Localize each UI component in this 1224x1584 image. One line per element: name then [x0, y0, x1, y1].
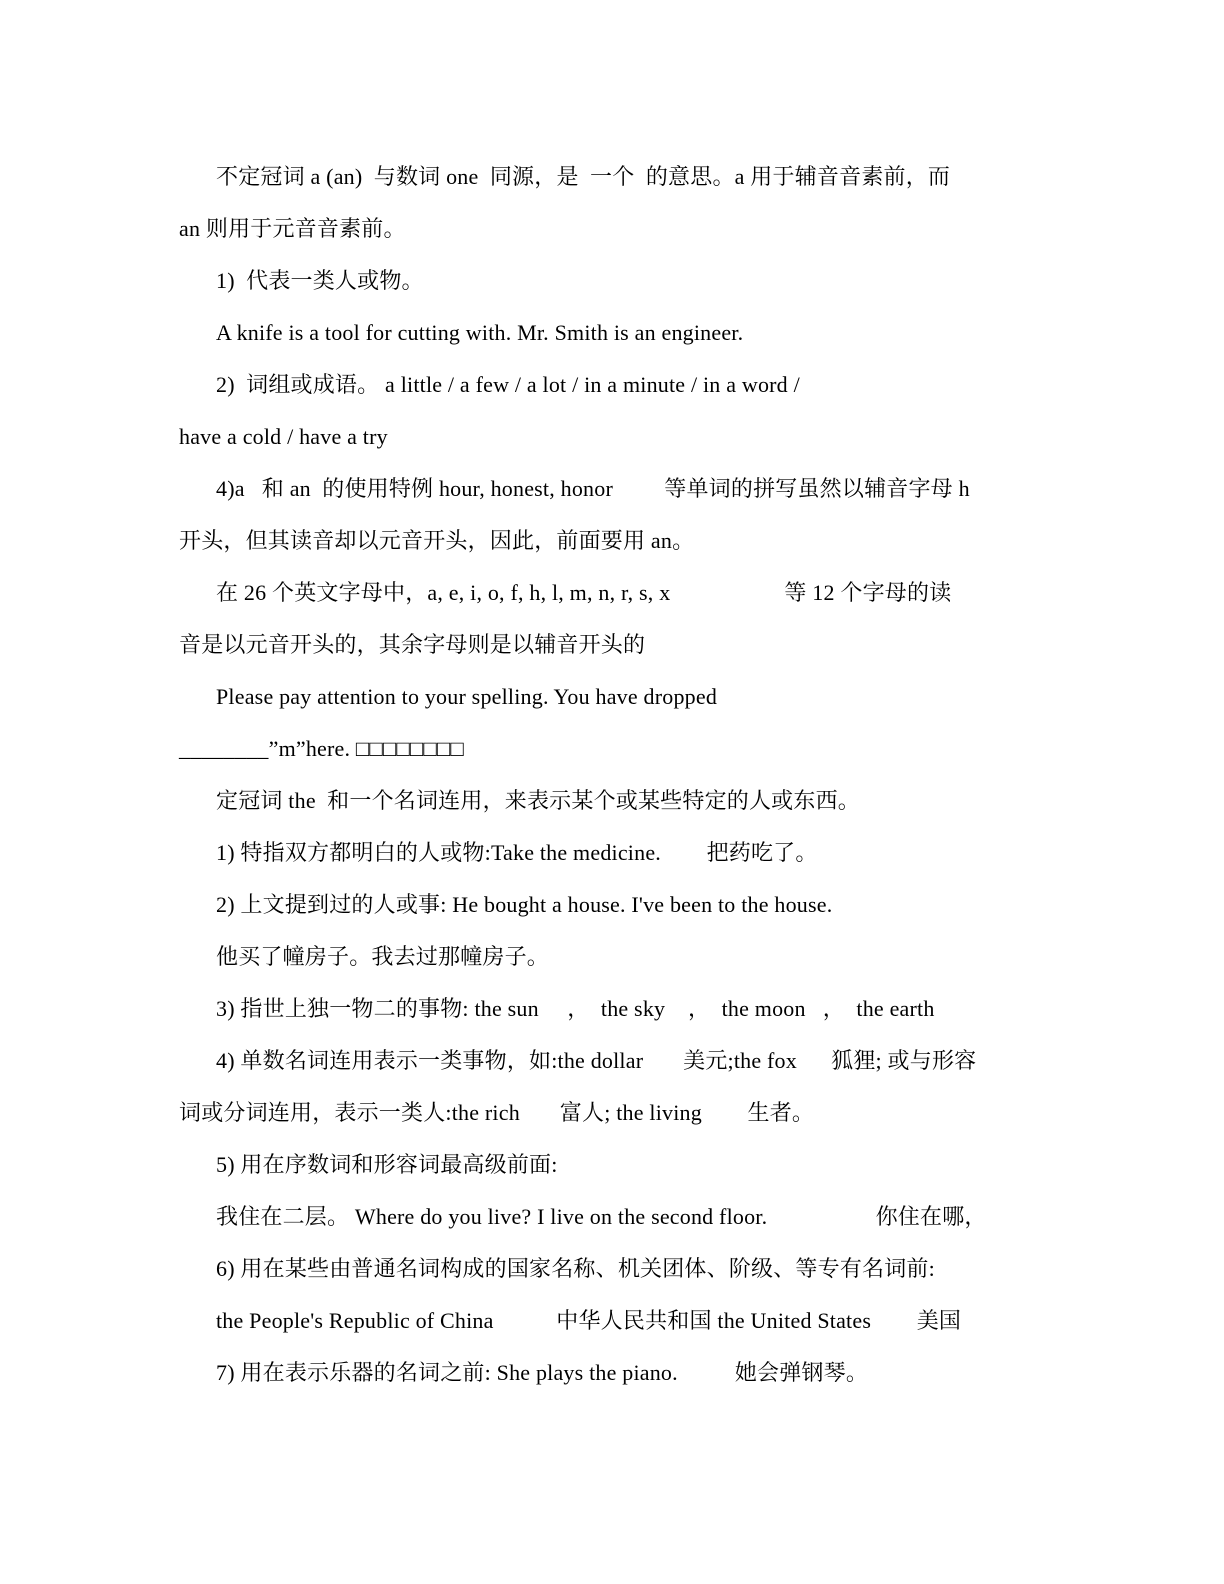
paragraph-line: an 则用于元音音素前。 [179, 216, 406, 241]
paragraph-line: 音是以元音开头的，其余字母则是以辅音开头的 [179, 632, 646, 657]
paragraph-line: 2) 词组或成语。 a little / a few / a lot / in a minute / in a word / [216, 372, 800, 397]
paragraph-line: 4) 单数名词连用表示一类事物，如:the dollar 美元;the fox 狐狸; 或与形容 [216, 1048, 977, 1073]
paragraph-line: 他买了幢房子。我去过那幢房子。 [216, 944, 550, 969]
paragraph-line: Please pay attention to your spelling. You have dropped [216, 684, 718, 709]
paragraph-line: 6) 用在某些由普通名词构成的国家名称、机关团体、阶级、等专有名词前: [216, 1256, 935, 1281]
paragraph-line: 2) 上文提到过的人或事: He bought a house. I've been to the house. [216, 892, 833, 917]
paragraph-line: 1) 代表一类人或物。 [216, 268, 424, 293]
paragraph-line: have a cold / have a try [179, 424, 388, 449]
paragraph-line: 我住在二层。 Where do you live? I live on the second floor. 你住在哪， [216, 1204, 987, 1229]
paragraph-line: 4)a 和 an 的使用特例 hour, honest, honor 等单词的拼写虽然以辅音字母 h [216, 476, 970, 501]
paragraph-line: 定冠词 the 和一个名词连用，来表示某个或某些特定的人或东西。 [216, 788, 860, 813]
paragraph-line: 7) 用在表示乐器的名词之前: She plays the piano. 她会弹钢琴。 [216, 1360, 869, 1385]
paragraph-line: 5) 用在序数词和形容词最高级前面: [216, 1152, 558, 1177]
paragraph-line: ________”m”here. □□□□□□□□ [179, 736, 464, 761]
paragraph-line: 在 26 个英文字母中，a, e, i, o, f, h, l, m, n, r, s, x 等 12 个字母的读 [216, 580, 952, 605]
paragraph-line: 1) 特指双方都明白的人或物:Take the medicine. 把药吃了。 [216, 840, 818, 865]
paragraph-line: 3) 指世上独一物二的事物: the sun ， the sky ， the moon ， the earth [216, 996, 935, 1021]
paragraph-line: 词或分词连用，表示一类人:the rich 富人; the living 生者。 [179, 1100, 815, 1125]
paragraph-line: 不定冠词 a (an) 与数词 one 同源，是 一个 的意思。a 用于辅音音素前，而 [216, 164, 951, 189]
paragraph-line: A knife is a tool for cutting with. Mr. Smith is an engineer. [216, 320, 744, 345]
paragraph-line: 开头，但其读音却以元音开头，因此，前面要用 an。 [179, 528, 695, 553]
paragraph-line: the People's Republic of China 中华人民共和国 the United States 美国 [216, 1308, 962, 1333]
